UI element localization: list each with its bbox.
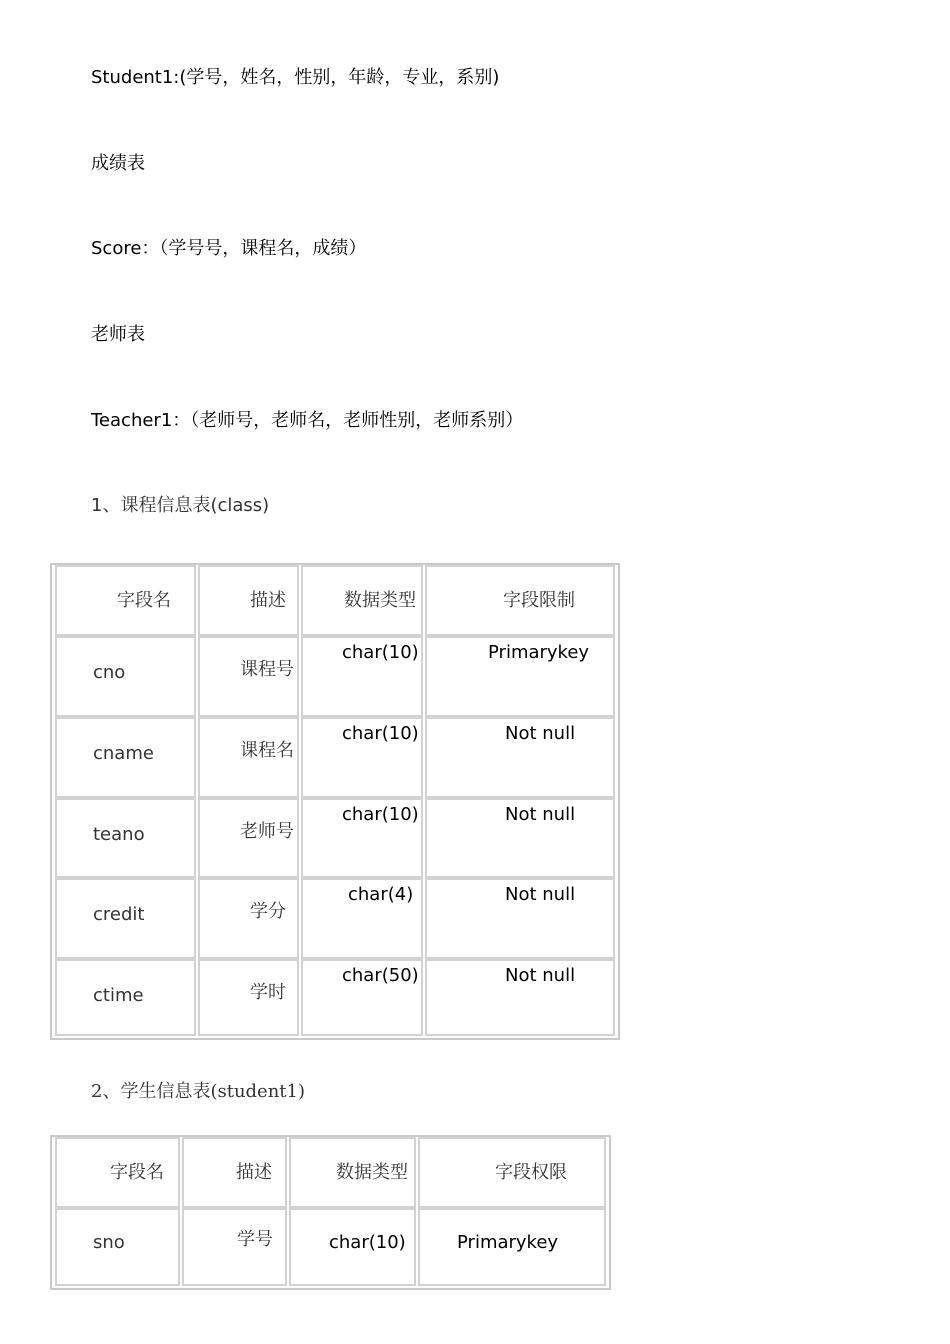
section1-title: 1、课程信息表(class) bbox=[91, 495, 270, 516]
cell-constraint: Not null bbox=[505, 965, 576, 986]
cell-data-type: char(10) bbox=[342, 804, 419, 825]
cell-description: 课程号 bbox=[240, 659, 294, 680]
cell-field-name: sno bbox=[93, 1232, 125, 1253]
cell-constraint: Not null bbox=[505, 804, 576, 825]
cell-description: 课程名 bbox=[240, 740, 294, 761]
cell-description: 学时 bbox=[250, 982, 286, 1003]
student1-schema-line: Student1:(学号，姓名，性别，年龄，专业，系别) bbox=[91, 67, 500, 88]
header-data-type: 数据类型 bbox=[344, 590, 416, 611]
section2-title: 2、学生信息表(student1) bbox=[91, 1081, 306, 1102]
header-field-name: 字段名 bbox=[110, 1162, 164, 1183]
table-header-row bbox=[52, 1137, 609, 1208]
header-data-type: 数据类型 bbox=[336, 1162, 408, 1183]
cell-field-name: cno bbox=[93, 662, 126, 683]
header-field-permission: 字段权限 bbox=[495, 1162, 567, 1183]
cell-data-type: char(10) bbox=[329, 1232, 406, 1253]
score-schema-line: Score：（学号号，课程名，成绩） bbox=[91, 238, 367, 259]
header-field-name: 字段名 bbox=[117, 590, 171, 611]
header-description: 描述 bbox=[250, 590, 286, 611]
cell-constraint: Primarykey bbox=[488, 642, 590, 663]
header-description: 描述 bbox=[236, 1162, 272, 1183]
cell-constraint: Not null bbox=[505, 884, 576, 905]
cell-field-name: teano bbox=[93, 824, 145, 845]
table-row bbox=[52, 717, 618, 798]
class-info-table bbox=[50, 563, 620, 1040]
cell-data-type: char(10) bbox=[342, 642, 419, 663]
header-field-constraint: 字段限制 bbox=[503, 590, 575, 611]
cell-description: 学号 bbox=[237, 1229, 273, 1250]
cell-field-name: credit bbox=[93, 904, 145, 925]
cell-description: 学分 bbox=[250, 901, 286, 922]
cell-description: 老师号 bbox=[240, 821, 294, 842]
cell-data-type: char(50) bbox=[342, 965, 419, 986]
table-row bbox=[52, 636, 618, 717]
table-row bbox=[52, 1208, 609, 1286]
table-row bbox=[52, 798, 618, 878]
cell-field-name: ctime bbox=[93, 985, 144, 1006]
teacher1-schema-line: Teacher1：（老师号，老师名，老师性别，老师系别） bbox=[91, 410, 524, 431]
cell-data-type: char(10) bbox=[342, 723, 419, 744]
teacher-table-heading: 老师表 bbox=[91, 324, 145, 345]
cell-field-name: cname bbox=[93, 743, 154, 764]
cell-data-type: char(4) bbox=[348, 884, 414, 905]
table-row bbox=[52, 959, 618, 1036]
student-info-table bbox=[50, 1135, 611, 1290]
score-table-heading: 成绩表 bbox=[91, 153, 145, 174]
cell-constraint: Not null bbox=[505, 723, 576, 744]
table-row bbox=[52, 878, 618, 959]
cell-permission: Primarykey bbox=[457, 1232, 559, 1253]
table-header-row bbox=[52, 565, 618, 636]
